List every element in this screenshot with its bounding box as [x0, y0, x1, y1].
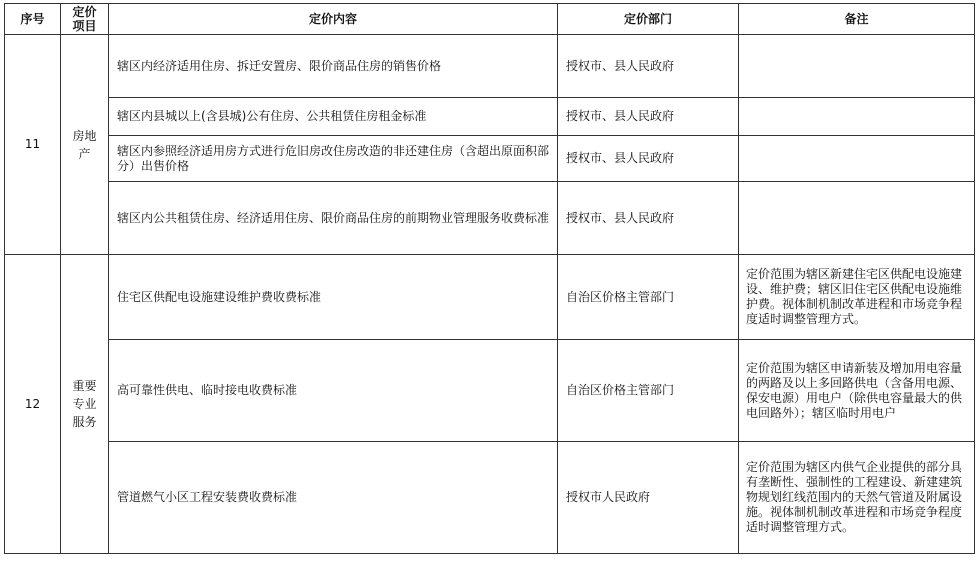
table-row	[5, 255, 975, 340]
header-row	[5, 4, 975, 35]
table-row	[5, 136, 975, 182]
row-note: 定价范围为辖区申请新装及增加用电容量的两路及以上多回路供电（含备用电源、保安电源）用电户（除供电容量最大的供电回路外）；辖区临时用电户	[739, 340, 975, 442]
row-dept: 自治区价格主管部门	[558, 255, 739, 340]
group-seq: 11	[5, 35, 61, 255]
row-note	[739, 182, 975, 255]
table-row	[5, 98, 975, 136]
row-note	[739, 136, 975, 182]
group-item	[61, 35, 109, 255]
header-seq: 序号	[5, 4, 61, 35]
row-content: 高可靠性供电、临时接电收费标准	[109, 340, 558, 442]
header-content: 定价内容	[109, 4, 558, 35]
group-item-label: 重要专业服务	[72, 379, 97, 429]
row-note	[739, 98, 975, 136]
row-note: 定价范围为辖区内供气企业提供的部分具有垄断性、强制性的工程建设、新建建筑物规划红线范围内的天然气管道及附属设施。视体制机制改革进程和市场竞争程度适时调整管理方式。	[739, 442, 975, 554]
row-note: 定价范围为辖区新建住宅区供配电设施建设、维护费；辖区旧住宅区供配电设施维护费。视体制机制改革进程和市场竞争程度适时调整管理方式。	[739, 255, 975, 340]
row-dept: 自治区价格主管部门	[558, 340, 739, 442]
row-note	[739, 35, 975, 98]
header-dept: 定价部门	[558, 4, 739, 35]
row-dept: 授权市、县人民政府	[558, 98, 739, 136]
row-content: 管道燃气小区工程安装费收费标准	[109, 442, 558, 554]
row-content: 辖区内县城以上(含县城)公有住房、公共租赁住房租金标准	[109, 98, 558, 136]
row-dept: 授权市、县人民政府	[558, 35, 739, 98]
table-row	[5, 442, 975, 554]
pricing-table	[4, 3, 975, 554]
row-content: 住宅区供配电设施建设维护费收费标准	[109, 255, 558, 340]
row-content: 辖区内经济适用住房、拆迁安置房、限价商品住房的销售价格	[109, 35, 558, 98]
table-row	[5, 35, 975, 98]
table-row	[5, 182, 975, 255]
row-content: 辖区内参照经济适用房方式进行危旧房改住房改造的非还建住房（含超出原面积部分）出售价格	[109, 136, 558, 182]
group-item-label: 房地产	[72, 128, 97, 161]
row-dept: 授权市人民政府	[558, 442, 739, 554]
row-content: 辖区内公共租赁住房、经济适用住房、限价商品住房的前期物业管理服务收费标准	[109, 182, 558, 255]
group-seq: 12	[5, 255, 61, 554]
header-item-line1: 定价	[72, 5, 97, 19]
row-dept: 授权市、县人民政府	[558, 182, 739, 255]
header-item-line2: 项目	[72, 19, 97, 33]
group-item	[61, 255, 109, 554]
row-dept: 授权市、县人民政府	[558, 136, 739, 182]
table-row	[5, 340, 975, 442]
header-item	[61, 4, 109, 35]
header-note: 备注	[739, 4, 975, 35]
